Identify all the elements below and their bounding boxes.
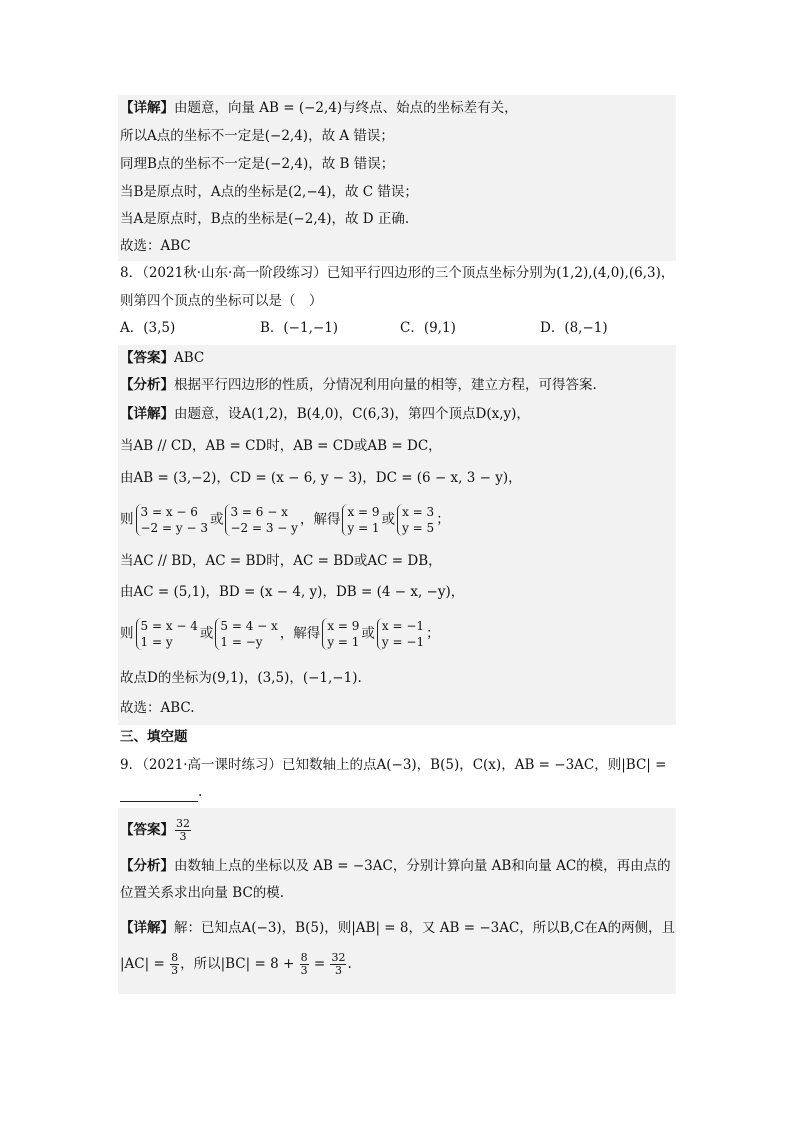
detail-8-line: 由AB = (3,−2)，CD = (x − 6, y − 3)，DC = (6 − x, 3 − y)，	[120, 470, 522, 486]
question-9-blank-line	[120, 782, 202, 802]
answer-8: 【答案】ABC	[120, 350, 205, 366]
text: 或	[361, 625, 375, 642]
text: .	[198, 784, 203, 800]
equation-system	[342, 504, 379, 536]
denominator: 3	[334, 964, 342, 977]
text: ；	[436, 511, 450, 528]
analysis-9-2: 位置关系求出向量 BC的模.	[120, 885, 285, 901]
answer-blank	[120, 787, 198, 802]
fraction	[170, 952, 179, 977]
text: ，解得	[299, 511, 341, 528]
question-8-stem-2: 则第四个顶点的坐标可以是（ ）	[120, 293, 323, 309]
detail-line: 当B是原点时，A点的坐标是(2,−4)，故 C 错误；	[120, 184, 418, 200]
equation: 5 = 4 − x	[220, 619, 278, 633]
detail-line: 故选：ABC	[120, 238, 191, 254]
equation-system	[322, 618, 359, 650]
detail-8-line: 由AC = (5,1)，BD = (x − 4, y)，DB = (4 − x, −y)，	[120, 584, 465, 600]
detail-8-line: 故选：ABC.	[120, 700, 195, 716]
equation: y = 5	[402, 521, 435, 535]
option-c: C．(9,1)	[400, 320, 456, 336]
fraction	[300, 952, 309, 977]
equation: y = −1	[381, 635, 425, 649]
detail-line: 所以A点的坐标不一定是(−2,4)，故 A 错误；	[120, 128, 394, 144]
text: 或	[381, 511, 396, 528]
question-8-stem: 8．（2021秋·山东·高一阶段练习）已知平行四边形的三个顶点坐标分别为(1,2),(4,0),(6,3)，	[120, 265, 675, 281]
denominator: 3	[171, 964, 179, 977]
denominator: 3	[300, 964, 308, 977]
text: 或	[199, 625, 214, 642]
detail-line: 同理B点的坐标不一定是(−2,4)，故 B 错误；	[120, 156, 395, 172]
equation: 3 = 6 − x	[230, 505, 288, 519]
detail-block-q7	[118, 95, 676, 261]
detail-8-system-line	[120, 618, 440, 650]
equation: y = 1	[347, 521, 380, 535]
text: ；	[426, 625, 440, 642]
equation: −2 = y − 3	[140, 521, 208, 535]
detail-8-line: 当AC // BD，AC = BD时，AC = BD或AC = DB，	[120, 553, 442, 569]
equation: x = −1	[381, 619, 425, 633]
text: |AC| =	[120, 956, 170, 972]
detail-line: 当A是原点时，B点的坐标是(−2,4)，故 D 正确.	[120, 211, 410, 227]
detail-8-line: 【详解】由题意，设A(1,2)，B(4,0)，C(6,3)，第四个顶点D(x,y)，	[120, 406, 530, 422]
detail-9-line-2	[120, 952, 352, 977]
equation-system	[136, 618, 198, 650]
fraction	[330, 952, 346, 977]
detail-9-line: 【详解】解：已知点A(−3)，B(5)，则|AB| = 8，又 AB = −3AC，所以B,C在A的两侧，且	[120, 920, 676, 936]
question-8-options	[120, 318, 680, 338]
equation: x = 9	[327, 619, 360, 633]
answer-fraction	[175, 818, 191, 843]
text: 则	[120, 625, 134, 642]
text: ，解得	[279, 625, 321, 642]
detail-line: 【详解】由题意，向量 AB = (−2,4)与终点、始点的坐标差有关，	[120, 100, 518, 116]
numerator: 32	[331, 951, 346, 964]
text: =	[309, 956, 330, 972]
section-heading: 三、填空题	[120, 729, 188, 745]
equation: 1 = y	[140, 635, 173, 649]
equation: 1 = −y	[220, 635, 263, 649]
equation-system	[136, 504, 208, 536]
denominator: 3	[179, 830, 187, 843]
option-b: B．(−1,−1)	[260, 320, 339, 336]
answer-9	[120, 818, 192, 843]
equation: x = 9	[347, 505, 380, 519]
answer-label: 【答案】	[120, 822, 174, 838]
text: 则	[120, 511, 134, 528]
equation-system	[397, 504, 434, 536]
equation: y = 1	[327, 635, 360, 649]
equation: x = 3	[402, 505, 435, 519]
equation-system	[225, 504, 297, 536]
option-d: D．(8,−1)	[540, 320, 608, 336]
numerator: 8	[300, 951, 308, 964]
detail-8-line: 当AB // CD，AB = CD时，AB = CD或AB = DC，	[120, 438, 442, 454]
equation: 3 = x − 6	[140, 505, 198, 519]
numerator: 8	[171, 951, 179, 964]
text: 或	[209, 511, 224, 528]
analysis-8: 【分析】根据平行四边形的性质，分情况利用向量的相等，建立方程，可得答案.	[120, 377, 597, 393]
equation-system	[215, 618, 277, 650]
text: ，所以|BC| = 8 +	[180, 956, 299, 972]
detail-8-line: 故点D的坐标为(9,1)，(3,5)，(−1,−1).	[120, 670, 362, 686]
equation-system	[377, 618, 424, 650]
detail-8-system-line	[120, 504, 450, 536]
text: .	[347, 956, 352, 972]
question-9-stem: 9．（2021·高一课时练习）已知数轴上的点A(−3)，B(5)，C(x)，AB = −3AC，则|BC| =	[120, 757, 667, 773]
option-a: A．(3,5)	[120, 320, 176, 336]
analysis-9: 【分析】由数轴上点的坐标以及 AB = −3AC，分别计算向量 AB和向量 AC的模，再由点的	[120, 858, 671, 874]
equation: 5 = x − 4	[140, 619, 198, 633]
equation: −2 = 3 − y	[230, 521, 298, 535]
numerator: 32	[176, 817, 190, 830]
